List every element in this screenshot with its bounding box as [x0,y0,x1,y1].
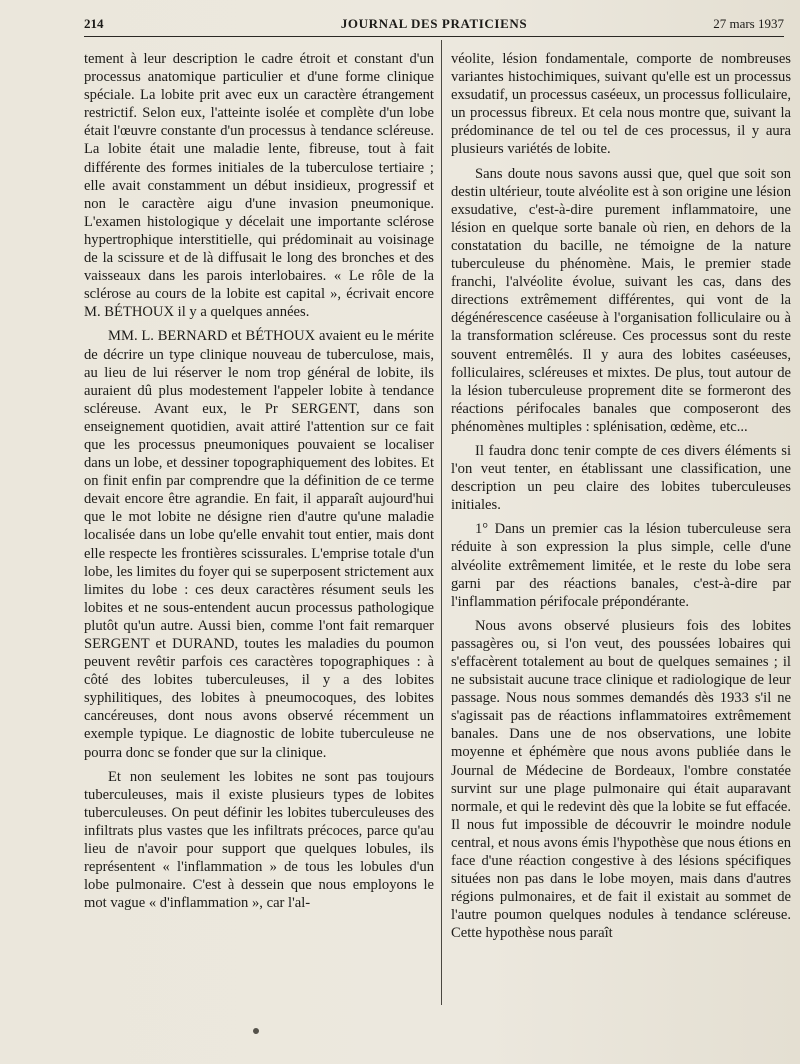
paragraph: MM. L. BERNARD et BÉTHOUX avaient eu le mérite de décrire un type clinique nouveau de tuberculose, mais, au lieu de lui réserver le nom trop général de lobite, ils auraient dû plus modestement l'appeler lobite à tendance scléreuse. Avant eux, le Pr SERGENT, dans son enseignement quotidien, avait attiré l'attention sur ce fait que les processus pneumoniques pouvaient se localiser dans un lobe, et dessiner topographiquement des lobites. Et on finit enfin par comprendre que la définition de ce terme devait encore être agrandie. En fait, il apparaît aujourd'hui que le mot lobite ne désigne rien d'autre qu'une maladie localisée dans un lobe qu'elle envahit tout entier, mais dont elle respecte les frontières scissurales. L'emprise totale d'un lobe, les limites du foyer qui se superposent strictement aux limites du lobe : ces deux caractères résument seuls les lobites et ne sous-entendent aucun processus pathologique plutôt qu'un autre. Aussi bien, comme l'ont fait remarquer SERGENT et DURAND, toutes les maladies du poumon peuvent revêtir parfois ces caractères topographiques : à côté des lobites tuberculeuses, il y a des lobites syphilitiques, des lobites à pneumocoques, des lobites cancéreuses, dont nous avons observé récemment un exemple typique. Le diagnostic de lobite tuberculeuse ne pourra donc se fonder que sur la clinique. [84,328,434,761]
print-mark [253,1028,259,1034]
paragraph: Sans doute nous savons aussi que, quel que soit son destin ultérieur, toute alvéolite est à son origine une lésion exsudative, c'est-à-dire purement inflammatoire, une lésion en quelque sorte banale où rien, en dehors de la constatation du bacille, ne témoigne de la nature tuberculeuse du phénomène. Mais, le premier stade franchi, l'alvéolite évolue, suivant les cas, dans des directions extrêmement différentes, qui vont de la dégénérescence caséeuse à l'organisation folliculaire ou à la transformation scléreuse. Ces processus sont du reste souvent entremêlés. Il y aura des lobites caséeuses, folliculaires, scléreuses et mixtes. De plus, tout autour de la lésion tuberculeuse proprement dite se formeront des réactions périfocales banales que composeront des phénomènes multiples : splénisation, œdème, etc... [451,165,791,435]
right-column [451,50,791,949]
issue-date: 27 mars 1937 [713,16,784,31]
page-header [84,14,784,37]
paragraph: Nous avons observé plusieurs fois des lobites passagères ou, si l'on veut, des poussées lobaires qui s'effacèrent totalement au bout de quelques semaines ; il ne subsistait aucune trace clinique et radiologique de leur passage. Nous nous sommes demandés dès 1933 s'il ne s'agissait pas de réactions inflammatoires extrêmement banales. Dans une de nos observations, une lobite moyenne et éphémère que nous avons publiée dans le Journal de Médecine de Bordeaux, l'ombre constatée survint sur une plage pulmonaire qui était auparavant normale, et qui le redevint dès que la lobite se fut effacée. Il nous fut impossible de découvrir le moindre nodule central, et nous avons émis l'hypothèse que nous étions en face d'une réaction congestive à des lésions spécifiques situées non pas dans le lobe moyen, mais dans d'autres régions pulmonaires, et de fait il existait au sommet de l'autre poumon quelques nodules à tendance scléreuse. Cette hypothèse nous paraît [451,617,791,942]
paragraph: Il faudra donc tenir compte de ces divers éléments si l'on veut tenter, en établissant une classification, une description un peu claire des lobites tuberculeuses initiales. [451,442,791,514]
column-divider [441,40,442,1005]
page-number: 214 [84,16,104,31]
journal-title: JOURNAL DES PRATICIENS [340,16,528,31]
paragraph: Et non seulement les lobites ne sont pas toujours tuberculeuses, mais il existe plusieurs types de lobites tuberculeuses. On peut définir les lobites tuberculeuses des infiltrats plus vastes que les infiltrats précoces, parce qu'au lieu de n'avoir pour support que quelques lobules, ils représentent « l'inflammation » de tous les lobules d'un lobe pulmonaire. C'est à dessein que nous employons le mot vague « d'inflammation », car l'al- [84,768,434,912]
paragraph: véolite, lésion fondamentale, comporte de nombreuses variantes histochimiques, suivant qu'elle est un processus exsudatif, un processus caséeux, un processus folliculaire, un processus fibreux. Et cela nous montre que, suivant la prédominance de tel ou tel de ces processus, il y aura plusieurs variétés de lobite. [451,51,791,158]
paragraph: 1° Dans un premier cas la lésion tuberculeuse sera réduite à son expression la plus simple, celle d'une alvéolite extrêmement limitée, et le reste du lobe sera garni par des réactions banales, c'est-à-dire par l'inflammation périfocale prépondérante. [451,521,791,610]
left-column [84,50,434,918]
paragraph: tement à leur description le cadre étroit et constant d'un processus anatomique particulier et d'une forme clinique spéciale. La lobite prit avec eux un caractère étrangement restrictif. Selon eux, l'atteinte isolée et complète d'un lobe était l'œuvre constante d'un processus à tendance scléreuse. La lobite était une maladie lente, fibreuse, tout à fait différente des formes initiales de la tuberculose tertiaire ; elle avait constamment un début insidieux, progressif et non le caractère aigu d'une invasion pneumonique. L'examen histologique y décelait une importante sclérose hypertrophique interstitielle, qui prédominait au voisinage de la scissure et de là diffusait le long des bronches et des vaisseaux dans les parois interlobaires. « Le rôle de la sclérose au cours de la lobite est capital », écrivait encore M. BÉTHOUX il y a quelques années. [84,51,434,321]
